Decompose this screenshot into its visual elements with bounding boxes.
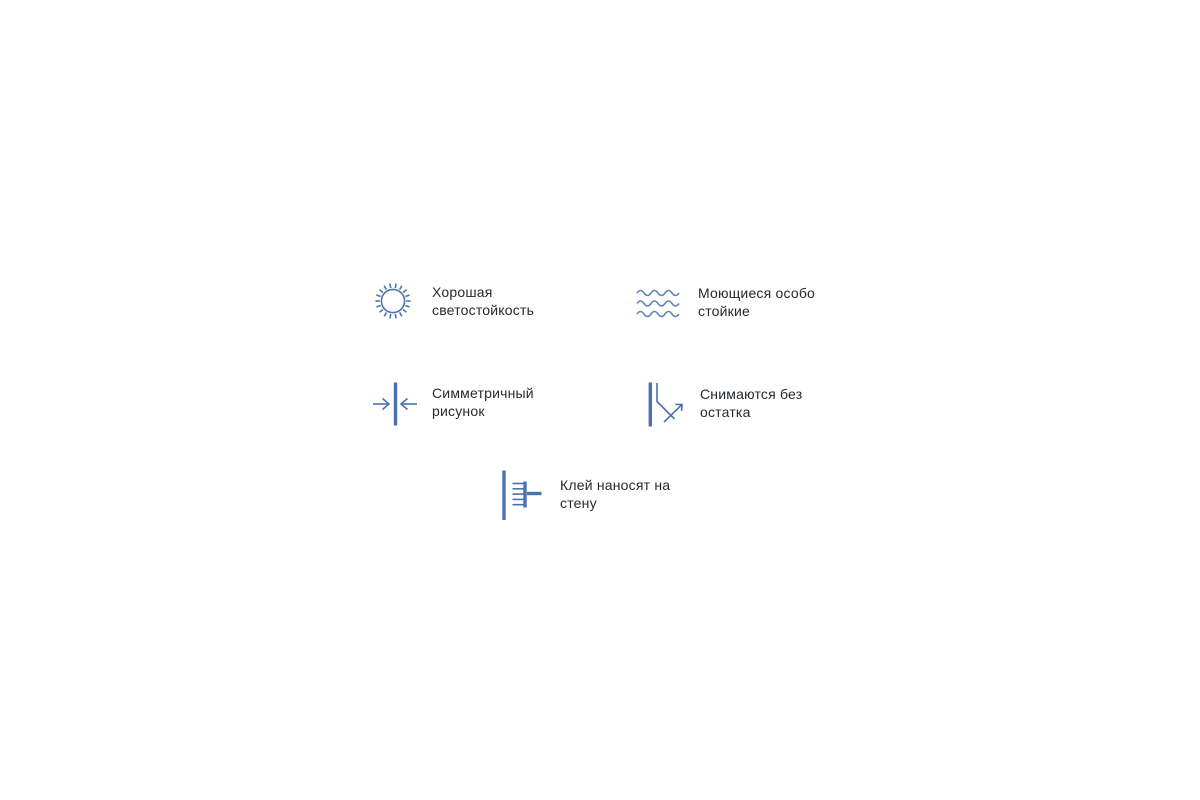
glue-brush-icon	[500, 468, 544, 522]
feature-label	[700, 386, 802, 421]
feature-label	[432, 385, 534, 420]
feature-label-line: Моющиеся особо	[698, 285, 816, 301]
waves-icon	[636, 287, 680, 319]
peel-off-icon	[647, 381, 685, 428]
feature-label-line: Хорошая	[432, 284, 493, 300]
feature-label-line: стойкие	[698, 302, 750, 319]
feature-label-line: светостойкость	[432, 301, 535, 318]
feature-label-line: Симметричный	[432, 385, 534, 401]
feature-label-line: Снимаются без	[700, 386, 803, 402]
symmetric-pattern-icon	[371, 381, 419, 427]
feature-label-line: Клей наносят на	[560, 477, 671, 493]
sun-icon	[373, 281, 413, 321]
feature-label	[432, 284, 534, 319]
feature-label-line: стену	[560, 494, 597, 511]
feature-label	[560, 477, 670, 512]
feature-label-line: остатка	[700, 403, 751, 420]
feature-label	[698, 285, 815, 320]
feature-label-line: рисунок	[432, 402, 485, 419]
